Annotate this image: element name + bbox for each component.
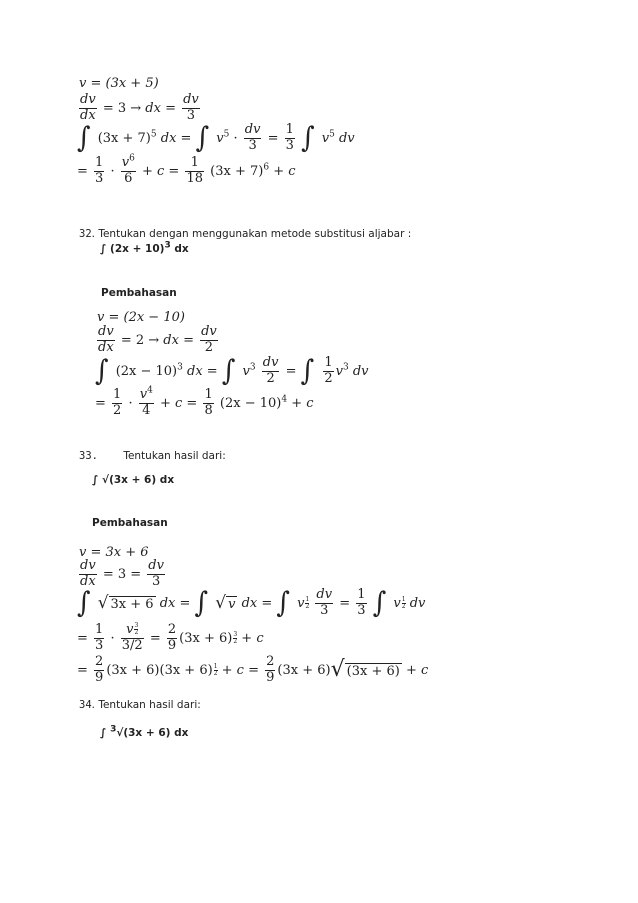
q33-dv3-frac (147, 559, 165, 590)
q31-l4-n2exp: 6 (129, 153, 135, 164)
q33-integral: ∫ √(3x + 6) dx (92, 474, 175, 486)
q32-l4-mid: + c = (159, 395, 198, 411)
q33-l4-tailexp-den: 2 (233, 637, 238, 645)
q33-half-num2: 1 (401, 595, 406, 603)
integral-sign: ∫ (276, 586, 290, 620)
q33-pembahasan: Pembahasan (92, 517, 168, 529)
q32-fnum: dv (262, 355, 279, 370)
q33-sqrt2 (215, 592, 237, 613)
q33-l4-n3: 2 (167, 622, 177, 637)
q31-cnum: 1 (285, 122, 294, 137)
q32-cnum: 1 (324, 355, 333, 370)
integral-sign: ∫ (221, 354, 236, 388)
q31-l4-mid: + c = (141, 163, 180, 179)
q33-l5-eq: = (77, 662, 88, 678)
q33-l5-mid: + c = (221, 662, 259, 678)
q32-dv-num: dv (201, 324, 217, 339)
q31-l4-frac2 (121, 153, 136, 187)
sqrt-icon: √ (215, 592, 227, 613)
sqrt-icon: √ (97, 592, 109, 613)
integral-sign: ∫ (95, 354, 109, 388)
q33-v: v (297, 595, 305, 611)
q34-integral-idx: 3 (110, 724, 117, 735)
q31-dx: dx (80, 107, 96, 123)
q31-integrand: (3x + 7) (97, 130, 151, 146)
q33-line4 (77, 623, 264, 654)
q32-l4-n2: v (139, 387, 148, 402)
q32-l4-frac2 (139, 385, 154, 419)
q33-l4-exp-den: 2 (134, 629, 139, 636)
q33-l4-tail: (3x + 6) (179, 630, 233, 646)
q32-l4-frac1 (112, 388, 122, 419)
q33-half-num: 1 (305, 595, 310, 603)
q31-dot: · (233, 130, 238, 146)
q31-v: v (216, 130, 224, 146)
q33-number: 33. (79, 450, 98, 462)
q33-l5-exp (214, 664, 218, 677)
q31-dx-eq: dx = (160, 130, 192, 146)
q31-l4-n1: 1 (95, 155, 104, 170)
q31-frac-dv3 (244, 123, 262, 154)
q32-integral-dx: dx (170, 243, 189, 255)
q32-l4-d1: 2 (113, 402, 122, 418)
q34-text: . Tentukan hasil dari: (91, 699, 201, 711)
q32-question (79, 228, 411, 240)
q33-l5-b: (3x + 6) (277, 662, 331, 678)
q33-l5-a: (3x + 6)(3x + 6) (106, 662, 213, 678)
q31-line2 (77, 93, 202, 124)
q33-dx-eq1: dx = (159, 595, 191, 611)
q31-l4-dot: · (110, 163, 115, 179)
q32-l4-tail: (2x − 10) (219, 395, 282, 411)
q32-integral-exp: 3 (164, 240, 171, 251)
q32-l4-end: + c (291, 395, 314, 411)
q32-l4-eq: = (95, 395, 106, 411)
integral-sign: ∫ (77, 121, 91, 155)
q32-dvdx-frac (97, 325, 115, 356)
q33-dv: dv (80, 558, 96, 573)
q33-dv-den: 3 (151, 573, 161, 589)
q31-cden: 3 (285, 137, 294, 153)
q31-line1-text: v = (3x + 5) (79, 76, 159, 91)
q32-dxeq: dx = (163, 332, 194, 348)
q31-l4-tail: (3x + 7) (210, 163, 264, 179)
q33-l4-mid: = (149, 630, 161, 646)
q33-fden: 3 (320, 602, 329, 618)
q32-frac-dv2 (262, 356, 280, 387)
q32-line2 (95, 325, 220, 356)
q31-l4-eq: = (77, 163, 88, 179)
q32-dv-den: 2 (204, 339, 214, 355)
q33-frac-13 (356, 588, 366, 619)
q33-line1-text: v = 3x + 6 (79, 545, 149, 560)
q33-half-den: 2 (305, 602, 310, 610)
q33-l5-n2: 2 (266, 654, 275, 669)
q32-fden: 2 (266, 370, 275, 386)
q31-l4-frac3 (185, 156, 204, 187)
q31-dv-den: 3 (186, 107, 196, 123)
q32-exp: 3 (177, 362, 183, 373)
q33-l4-d2: 3/2 (121, 637, 143, 653)
q33-l4-tailexp-num: 3 (233, 630, 238, 638)
q32-eq: = (285, 363, 297, 379)
q33-sqrt1 (97, 592, 156, 613)
q33-l5-rad: (3x + 6) (346, 663, 400, 679)
integral-sign: ∫ (301, 121, 315, 155)
q33-line2 (77, 559, 167, 590)
q33-dvdx-frac (79, 559, 97, 590)
q31-l4-d3: 18 (186, 170, 204, 186)
q33-question (79, 450, 226, 462)
q32-integral-text: ∫ (2x + 10) (100, 243, 165, 255)
q33-l4-dot: · (110, 630, 115, 646)
q33-frac-dv3 (315, 588, 333, 619)
q31-l4-end: + c (273, 163, 296, 179)
q33-l4-frac3 (167, 623, 177, 654)
q31-l4-frac1 (94, 156, 104, 187)
q33-l4-frac1 (94, 623, 104, 654)
q32-tail-dv: dv (352, 363, 369, 379)
integral-sign: ∫ (300, 354, 315, 388)
integral-sign: ∫ (194, 586, 209, 620)
q31-l4-n2: v (121, 155, 130, 170)
q32-tail-v: v (335, 363, 343, 379)
q33-l5-frac2 (265, 655, 275, 686)
q33-l4-exp (134, 623, 138, 636)
q33-l4-eq: = (77, 630, 88, 646)
integral-sign: ∫ (372, 586, 387, 620)
q32-tail-exp: 3 (342, 362, 349, 373)
q32-l4-d3: 8 (204, 402, 213, 418)
q31-dv3-frac (182, 93, 200, 124)
q33-l5-n1: 2 (95, 654, 104, 669)
q33-l4-tailexp (233, 632, 237, 645)
q32-dx: dx (98, 339, 114, 355)
q33-l4-n1: 1 (95, 622, 104, 637)
q33-fnum: dv (316, 587, 333, 602)
q32-l4-d2: 4 (142, 402, 151, 418)
q33-text: Tentukan hasil dari: (123, 450, 226, 462)
q34-number: 34 (79, 699, 92, 711)
q32-eq2: = 2 → (120, 332, 160, 348)
q33-cden: 3 (357, 602, 366, 618)
q32-line3 (95, 356, 369, 387)
q31-eq: = (267, 130, 279, 146)
q32-v: v (242, 363, 250, 379)
q33-half-den2: 2 (401, 602, 406, 610)
q33-l4-end: + c (241, 630, 264, 646)
q32-integrand: (2x − 10) (115, 363, 178, 379)
q33-tail-v: v (393, 595, 401, 611)
integral-sign: ∫ (77, 586, 91, 620)
q33-l4-n2: v (126, 622, 134, 637)
q31-dv-num: dv (183, 92, 199, 107)
q33-l4-frac2 (121, 623, 144, 654)
q32-dv2-frac (200, 325, 218, 356)
q31-tail-v: v (321, 130, 330, 146)
q31-exp: 5 (150, 129, 157, 140)
q33-l5-d2: 9 (266, 669, 275, 685)
q33-half-exp2 (402, 597, 406, 610)
q33-l5-exp-den: 2 (213, 669, 218, 677)
q31-tail-dv: dv (338, 130, 355, 146)
q31-dv: dv (80, 92, 96, 107)
q31-fnum: dv (244, 122, 261, 137)
q33-l5-d1: 9 (95, 669, 104, 685)
q34-integral-post: √(3x + 6) dx (116, 727, 189, 739)
q34-integral (100, 724, 189, 739)
q32-text: . Tentukan dengan menggunakan metode substitusi aljabar : (91, 228, 412, 240)
q32-dx-eq: dx = (187, 363, 218, 379)
q33-tail-dv: dv (409, 595, 426, 611)
q33-l5-sqrt (331, 659, 402, 681)
q32-l4-n3: 1 (204, 387, 213, 402)
q33-l5-frac1 (94, 655, 104, 686)
q33-l4-exp-num: 3 (134, 622, 139, 629)
q33-eq3: = 3 = (102, 566, 142, 582)
q33-l4-d3: 9 (167, 637, 177, 653)
q31-line1 (79, 77, 159, 90)
q32-dv: dv (98, 324, 114, 339)
q31-line3 (77, 123, 355, 154)
q32-line4 (95, 385, 314, 419)
q31-dvdx-frac (79, 93, 97, 124)
q32-pembahasan: Pembahasan (101, 287, 177, 299)
q31-line4 (77, 153, 296, 187)
q33-dx: dx (80, 573, 96, 589)
q34-question (79, 699, 201, 711)
q33-l5-end: + c (405, 662, 429, 678)
q32-line1 (97, 311, 185, 324)
q31-tail-exp: 5 (329, 129, 335, 140)
sqrt-icon: √ (330, 657, 345, 683)
q32-integral (100, 240, 189, 255)
q32-l4-frac3 (203, 388, 213, 419)
q33-dv-num: dv (148, 558, 164, 573)
q33-rad2: v (228, 596, 236, 612)
q31-l4-n3: 1 (185, 156, 204, 172)
q31-l4-d2: 6 (124, 170, 133, 186)
q31-dxeq: dx = (145, 100, 176, 116)
q33-dx-eq2: dx = (241, 595, 273, 611)
q33-line5 (77, 655, 428, 686)
q32-line1-text: v = (2x − 10) (97, 310, 185, 325)
q31-frac-13 (285, 123, 295, 154)
q32-cden: 2 (324, 370, 333, 386)
q32-l4-tailexp: 4 (281, 394, 288, 405)
q33-cnum: 1 (357, 587, 366, 602)
q33-eq: = (339, 595, 351, 611)
q33-rad1: 3x + 6 (110, 596, 154, 612)
q32-vexp: 3 (249, 362, 256, 373)
q32-l4-dot: · (128, 395, 133, 411)
q33-l5-exp-num: 1 (213, 662, 218, 670)
q33-line3 (77, 588, 425, 619)
q33-l4-d1: 3 (95, 637, 104, 653)
q33-half-exp (305, 597, 309, 610)
q32-l4-n2exp: 4 (147, 385, 153, 396)
q31-l4-tailexp: 6 (263, 162, 270, 173)
q34-integral-pre: ∫ (100, 727, 111, 739)
q31-vexp: 5 (223, 129, 230, 140)
q32-frac-12 (323, 356, 333, 387)
q31-eq3: = 3 → (102, 100, 142, 116)
q31-fden: 3 (248, 137, 257, 153)
q32-l4-n1: 1 (113, 387, 122, 402)
q32-number: 32 (79, 228, 92, 240)
q31-l4-d1: 3 (95, 170, 104, 186)
integral-sign: ∫ (195, 121, 210, 155)
